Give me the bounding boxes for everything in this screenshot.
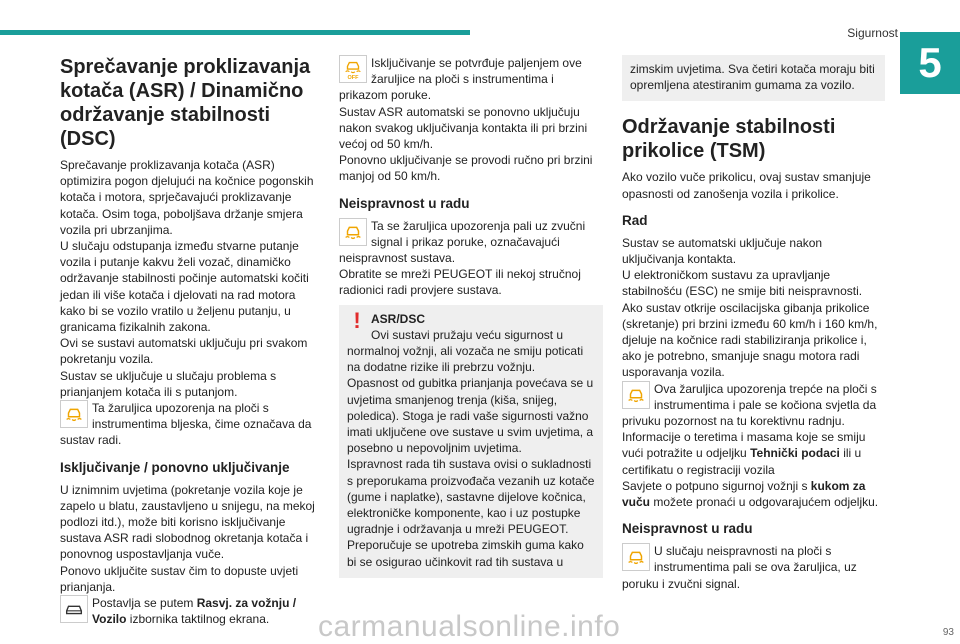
paragraph: Ponovno uključivanje se provodi ručno pri brzini manjoj od 50 km/h. — [339, 153, 593, 184]
section-heading: Neispravnost u radu — [622, 521, 753, 537]
paragraph: Ako vozilo vuče prikolicu, ovaj sustav smanjuje opasnosti od zanošenja vozila i prikolice. — [622, 170, 871, 201]
header-accent-bar — [0, 30, 470, 35]
paragraph — [622, 429, 885, 478]
svg-text:OFF: OFF — [347, 75, 359, 80]
menu-path: Rasvj. za vožnju / Vozilo — [92, 596, 297, 627]
text: Savjete o potpuno sigurnoj vožnji s — [622, 478, 811, 493]
icon-note-text: Ova žaruljica upozorenja trepće na ploči s instrumentima i pale se kočiona svjetla da privuku pozornost na tu korektivnu radnju. — [622, 381, 877, 429]
skid-warning-icon — [622, 543, 650, 571]
icon-note-text: Ta žaruljica upozorenja na ploči s instrumentima bljeska, čime označava da sustav radi. — [60, 401, 312, 448]
paragraph: Sustav se automatski uključuje nakon uključivanja kontakta. — [622, 235, 823, 267]
paragraph: Sustav ASR automatski se ponovno uključuju nakon svakog uključivanja kontakta ili pri brzini većoj od 50 km/h. — [339, 104, 588, 152]
icon-note-text: Isključivanje se potvrđuje paljenjem ove žaruljice na ploči s instrumentima i prikazom poruke. — [339, 56, 582, 103]
car-settings-icon — [60, 595, 88, 623]
skid-warning-icon — [339, 218, 367, 246]
skid-warning-icon — [622, 381, 650, 409]
section-ref: kukom za vuču — [622, 478, 866, 510]
paragraph: Ako sustav otkrije oscilacijska gibanja prikolice (skretanje) pri brzini između 60 km/h i 160 km/h, djeluje na kočnice radi stabiliziranja prikolice i, ako je potrebno, smanjuje snagu motora radi usporavanja vozila. — [622, 300, 878, 380]
info-box — [339, 305, 603, 578]
section-heading: Neispravnost u radu — [339, 195, 470, 211]
info-box-continued — [622, 55, 885, 101]
paragraph: zimskim uvjetima. Sva četiri kotača moraju biti opremljena atestiranim gumama za vozilo. — [630, 62, 875, 93]
paragraph: U iznimnim uvjetima (pokretanje vozila koje je zapelo u blatu, zaustavljeno u snijegu, na mekoj podlozi itd.), može biti korisno isključivanje sustava ASR radi slobodnog okretanja kotača i ponovnog uspostavljanja vuče. — [60, 482, 315, 562]
icon-note — [622, 381, 885, 430]
paragraph: Ponovo uključite sustav čim to dopuste uvjeti prianjanja. — [60, 563, 299, 594]
chapter-number: 5 — [900, 32, 960, 94]
paragraph: Ovi sustavi pružaju veću sigurnost u normalnoj vožnji, ali vozača ne smiju poticati na dodatne rizike ili prebrzu vožnju. — [347, 327, 584, 375]
column-2 — [339, 55, 603, 578]
section-heading: Rad — [622, 212, 648, 228]
text: ili u certifikatu o registraciji vozila — [622, 446, 862, 477]
column-3 — [622, 55, 885, 592]
paragraph: Preporučuje se upotreba zimskih guma kako bi se osigurao učinkovit rad tih sustava u — [347, 538, 584, 569]
page-title: Sprečavanje proklizavanja kotača (ASR) / Dinamično održavanje stabilnosti (DSC) — [60, 56, 311, 150]
page-number: 93 — [942, 627, 954, 638]
car-note-pre: Postavlja se putem — [92, 596, 197, 611]
paragraph: U elektroničkom sustavu za upravljanje stabilnošću (ESC) ne smije biti neispravnosti. — [622, 268, 863, 299]
car-note-post: izbornika taktilnog ekrana. — [126, 612, 270, 627]
icon-note — [60, 595, 322, 627]
paragraph: Opasnost od gubitka prianjanja povećava se u uvjetima smanjenog trenja (kiša, snijeg, poledica). Stoga je radi vaše sigurnosti važno imati uključene ove sustave u svim uvjetima, a posebno u nepovoljnim uvjetima. — [347, 376, 594, 456]
paragraph — [622, 478, 885, 510]
paragraph: U slučaju odstupanja između stvarne putanje vozila i putanje kakvu želi vozač, dinamičko održavanje stabilnosti počinje automatski kočiti jedan ili više kotača i djelovati na rad motora kako bi se vozilo vratilo u željenu putanju, u granicama fizikalnih zakona. — [60, 239, 309, 335]
section-heading: Isključivanje / ponovno uključivanje — [60, 459, 290, 475]
skid-warning-icon — [60, 400, 88, 428]
icon-note — [339, 55, 603, 104]
paragraph: Sustav se uključuje u slučaju problema s prianjanjem kotača ili s putanjom. — [60, 368, 277, 399]
text: Informacije o teretima i masama koje se smiju vući potražite u odjeljku — [622, 430, 866, 461]
paragraph: Sprečavanje proklizavanja kotača (ASR) optimizira pogon djelujući na kočnice pogonskih kotača i motora, sprječavajući proklizavanje kotača. Osim toga, poboljšava držanje smjera vozila pri ubrzanjima. — [60, 158, 314, 237]
icon-note — [622, 543, 885, 592]
exclamation-icon: ! — [353, 307, 361, 333]
info-box-title: ASR/DSC — [371, 311, 426, 326]
watermark: carmanualsonline.info — [318, 610, 621, 643]
icon-note — [60, 400, 322, 449]
skid-off-icon — [339, 55, 367, 83]
section-ref: Tehnički podaci — [750, 446, 840, 461]
icon-note — [339, 218, 603, 267]
column-1 — [60, 55, 322, 627]
paragraph: Obratite se mreži PEUGEOT ili nekoj stručnoj radionici radi provjere sustava. — [339, 267, 581, 298]
section-title: Sigurnost — [847, 26, 898, 40]
icon-note-text: Ta se žaruljica upozorenja pali uz zvučni signal i prikaz poruke, označavajući neispravnost sustava. — [339, 218, 586, 266]
page-title: Održavanje stabilnosti prikolice (TSM) — [622, 116, 836, 163]
paragraph: Ispravnost rada tih sustava ovisi o sukladnosti s preporukama proizvođača vezanih uz kotače (gume i naplatke), sastavne dijelove kočnica, elektroničke komponente, kao i uz postupke ugradnje i održavanja u mreži PEUGEOT. — [347, 457, 595, 537]
icon-note-text: U slučaju neispravnosti na ploči s instrumentima pali se ova žaruljica, uz poruku i zvučni signal. — [622, 544, 857, 591]
paragraph: Ovi se sustavi automatski uključuju pri svakom pokretanju vozila. — [60, 336, 308, 367]
text: možete pronaći u odgovarajućem odjeljku. — [650, 495, 879, 510]
